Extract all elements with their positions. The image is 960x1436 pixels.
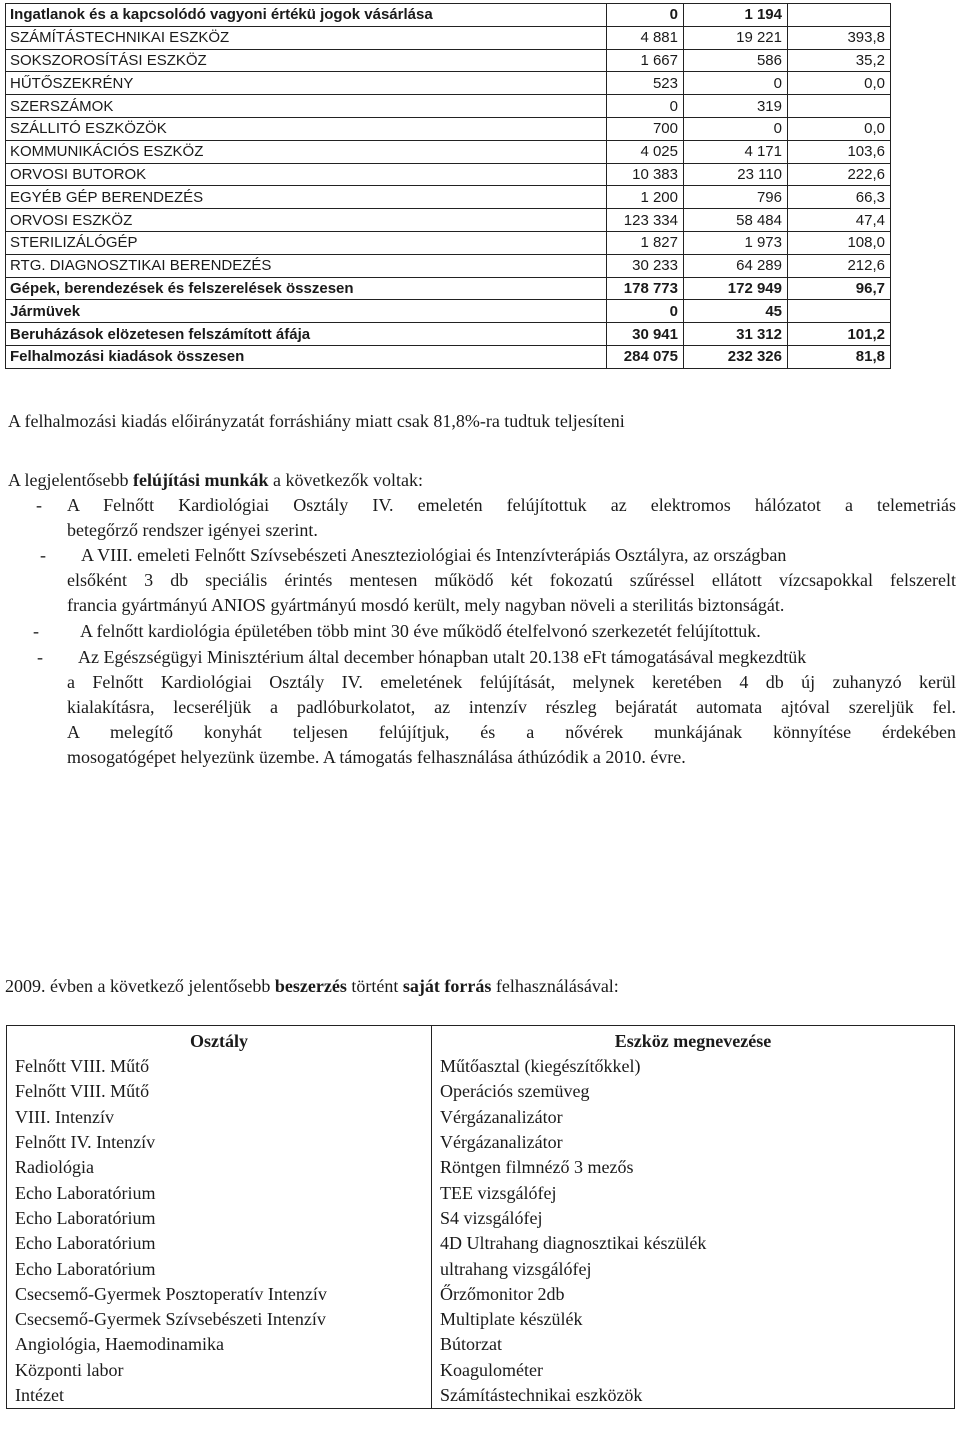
table-row (6, 140, 891, 163)
proc-bold-b: saját forrás (402, 976, 492, 996)
equipment-cell: TEE vizsgálófej (432, 1180, 955, 1205)
row-value-v2: 31 312 (684, 323, 788, 346)
row-value-v3 (788, 95, 891, 118)
row-value-v2: 58 484 (684, 209, 788, 232)
row-value-v2: 796 (684, 186, 788, 209)
table-row (7, 1256, 955, 1281)
department-cell: Központi labor (7, 1358, 432, 1383)
bullet-2-line-1 (67, 543, 956, 568)
bullet-1-line-1: A Felnőtt Kardiológiai Osztály IV. emeletén felújítottuk az elektromos hálózatot a telemetriás (67, 495, 956, 515)
table-row (7, 1358, 955, 1383)
table-row (6, 49, 891, 72)
row-label: STERILIZÁLÓGÉP (6, 231, 607, 254)
intro-bold: felújítási munkák (132, 470, 269, 490)
row-value-v1: 178 773 (607, 277, 684, 300)
row-value-v3: 393,8 (788, 26, 891, 49)
bullet-2-line-1-text: A VIII. emeleti Felnőtt Szívsebészeti Aneszteziológiai és Intenzívterápiás Osztályra, az országban (81, 545, 787, 565)
row-label: SZERSZÁMOK (6, 95, 607, 118)
department-cell: Csecsemő-Gyermek Posztoperatív Intenzív (7, 1282, 432, 1307)
bullet-4-line-3: kialakításra, lecseréljük a padlóburkolatot, az intenzív részleg bejáratát automata ajtóval szereljük fel. (67, 697, 956, 717)
proc-text-e: felhasználásával: (491, 976, 619, 996)
row-value-v2: 23 110 (684, 163, 788, 186)
bullet-4-line-4: A melegítő konyhát teljesen felújítjuk, és a nővérek munkájának könnyítése érdekében (67, 722, 956, 742)
row-value-v1: 30 941 (607, 323, 684, 346)
row-value-v1: 1 200 (607, 186, 684, 209)
row-value-v2: 4 171 (684, 140, 788, 163)
table-row (6, 4, 891, 27)
table-row (6, 26, 891, 49)
equipment-cell: Operációs szemüveg (432, 1079, 955, 1104)
row-value-v3: 96,7 (788, 277, 891, 300)
table-row (7, 1307, 955, 1332)
department-cell: Angiológia, Haemodinamika (7, 1332, 432, 1357)
row-value-v1: 30 233 (607, 254, 684, 277)
row-value-v3: 108,0 (788, 231, 891, 254)
department-cell: Csecsemő-Gyermek Szívsebészeti Intenzív (7, 1307, 432, 1332)
row-label: HŰTŐSZEKRÉNY (6, 72, 607, 95)
equipment-cell: Őrzőmonitor 2db (432, 1282, 955, 1307)
row-value-v1: 4 881 (607, 26, 684, 49)
row-label: Jármüvek (6, 300, 607, 323)
row-value-v3: 35,2 (788, 49, 891, 72)
row-value-v2: 319 (684, 95, 788, 118)
row-value-v1: 700 (607, 117, 684, 140)
row-value-v1: 123 334 (607, 209, 684, 232)
table-row (7, 1054, 955, 1079)
table-row (6, 300, 891, 323)
department-cell: Felnőtt VIII. Műtő (7, 1079, 432, 1104)
row-value-v1: 10 383 (607, 163, 684, 186)
row-value-v2: 172 949 (684, 277, 788, 300)
bullet-dash-4: - (37, 647, 43, 667)
bullet-1-line-2: betegőrző rendszer igényei szerint. (67, 520, 318, 540)
equipment-table (6, 1025, 955, 1409)
department-cell: Echo Laboratórium (7, 1206, 432, 1231)
row-value-v1: 1 827 (607, 231, 684, 254)
table-row (7, 1206, 955, 1231)
intro-text: A legjelentősebb (8, 470, 133, 490)
bullet-4-line-2: a Felnőtt Kardiológiai Osztály IV. emeletének felújítását, melynek keretében 4 db új zuhanyzó kerül (67, 672, 956, 692)
bullet-dash-1: - (36, 495, 42, 515)
table-row (6, 277, 891, 300)
row-value-v2: 19 221 (684, 26, 788, 49)
table-row (7, 1105, 955, 1130)
row-label: ORVOSI ESZKÖZ (6, 209, 607, 232)
bullet-4-line-5: mosogatógépet helyezünk üzembe. A támogatás felhasználása áthúzódik a 2010. évre. (67, 747, 686, 767)
department-cell: Felnőtt IV. Intenzív (7, 1130, 432, 1155)
row-value-v2: 232 326 (684, 345, 788, 368)
row-value-v3: 212,6 (788, 254, 891, 277)
row-value-v1: 4 025 (607, 140, 684, 163)
equipment-cell: Számítástechnikai eszközök (432, 1383, 955, 1409)
department-cell: Intézet (7, 1383, 432, 1409)
row-value-v1: 0 (607, 300, 684, 323)
row-value-v3: 0,0 (788, 117, 891, 140)
row-label: RTG. DIAGNOSZTIKAI BERENDEZÉS (6, 254, 607, 277)
row-value-v3: 101,2 (788, 323, 891, 346)
equipment-table-header (7, 1026, 955, 1055)
table-row (7, 1332, 955, 1357)
table-row (6, 95, 891, 118)
row-value-v1: 1 667 (607, 49, 684, 72)
equipment-cell: Műtőasztal (kiegészítőkkel) (432, 1054, 955, 1079)
table-row (6, 209, 891, 232)
table-row (6, 117, 891, 140)
department-cell: Radiológia (7, 1155, 432, 1180)
table-row (7, 1155, 955, 1180)
table-row (6, 231, 891, 254)
row-label: Felhalmozási kiadások összesen (6, 345, 607, 368)
row-label: Gépek, berendezések és felszerelések összesen (6, 277, 607, 300)
row-value-v3: 66,3 (788, 186, 891, 209)
table-row (6, 254, 891, 277)
bullet-4-line-1: Az Egészségügyi Minisztérium által december hónapban utalt 20.138 eFt támogatásával megkezdtük (78, 647, 807, 667)
table-row (7, 1282, 955, 1307)
row-label: Ingatlanok és a kapcsolódó vagyoni értékü jogok vásárlása (6, 4, 607, 27)
bullet-2-line-3: francia gyártmányú ANIOS gyártmányú mosdó került, mely nagyban növeli a sterilitás biztonságát. (67, 595, 785, 615)
row-label: ORVOSI BUTOROK (6, 163, 607, 186)
header-department: Osztály (7, 1026, 432, 1055)
paragraph-renovations-intro (8, 468, 958, 493)
row-label: SOKSZOROSÍTÁSI ESZKÖZ (6, 49, 607, 72)
equipment-cell: Röntgen filmnéző 3 mezős (432, 1155, 955, 1180)
row-value-v2: 0 (684, 117, 788, 140)
table-row (6, 323, 891, 346)
equipment-cell: Vérgázanalizátor (432, 1105, 955, 1130)
table-row (6, 72, 891, 95)
equipment-cell: Multiplate készülék (432, 1307, 955, 1332)
equipment-cell: ultrahang vizsgálófej (432, 1256, 955, 1281)
bullet-dash-2: - (40, 545, 46, 565)
row-value-v1: 0 (607, 4, 684, 27)
bullet-dash-3: - (33, 621, 39, 641)
row-value-v3: 47,4 (788, 209, 891, 232)
row-value-v3: 81,8 (788, 345, 891, 368)
row-label: SZÁMÍTÁSTECHNIKAI ESZKÖZ (6, 26, 607, 49)
table-row (7, 1180, 955, 1205)
equipment-cell: Bútorzat (432, 1332, 955, 1357)
expenditure-table (5, 3, 891, 369)
header-equipment: Eszköz megnevezése (432, 1026, 955, 1055)
row-value-v2: 0 (684, 72, 788, 95)
row-value-v3: 103,6 (788, 140, 891, 163)
bullet-2-line-2: elsőként 3 db speciális érintés mentesen működő két fokozatú szűréssel ellátott vízcsapokkal felszerelt (67, 570, 956, 590)
row-label: KOMMUNIKÁCIÓS ESZKÖZ (6, 140, 607, 163)
table-row (7, 1383, 955, 1409)
department-cell: Felnőtt VIII. Műtő (7, 1054, 432, 1079)
table-row (6, 186, 891, 209)
row-value-v1: 0 (607, 95, 684, 118)
row-value-v3: 222,6 (788, 163, 891, 186)
row-value-v3 (788, 4, 891, 27)
department-cell: VIII. Intenzív (7, 1105, 432, 1130)
table-row (7, 1130, 955, 1155)
proc-text-a: 2009. évben a következő jelentősebb (5, 976, 275, 996)
equipment-cell: Vérgázanalizátor (432, 1130, 955, 1155)
proc-text-c: történt (346, 976, 403, 996)
table-row (6, 163, 891, 186)
table-row (7, 1231, 955, 1256)
proc-bold-a: beszerzés (274, 976, 347, 996)
row-value-v2: 64 289 (684, 254, 788, 277)
row-label: Beruházások elözetesen felszámított áfája (6, 323, 607, 346)
row-value-v3 (788, 300, 891, 323)
equipment-cell: 4D Ultrahang diagnosztikai készülék (432, 1231, 955, 1256)
row-label: EGYÉB GÉP BERENDEZÉS (6, 186, 607, 209)
row-value-v1: 523 (607, 72, 684, 95)
bullet-3-line-1: A felnőtt kardiológia épületében több mint 30 éve működő ételfelvonó szerkezetét felújítottuk. (80, 621, 761, 641)
equipment-cell: Koagulométer (432, 1358, 955, 1383)
row-value-v2: 1 973 (684, 231, 788, 254)
department-cell: Echo Laboratórium (7, 1256, 432, 1281)
row-value-v2: 1 194 (684, 4, 788, 27)
intro-text-end: a következők voltak: (268, 470, 423, 490)
paragraph-procurement-intro (5, 974, 955, 999)
department-cell: Echo Laboratórium (7, 1180, 432, 1205)
row-value-v1: 284 075 (607, 345, 684, 368)
paragraph-fulfilment: A felhalmozási kiadás előirányzatát forráshiány miatt csak 81,8%-ra tudtuk teljesíteni (8, 411, 625, 431)
table-row (6, 345, 891, 368)
row-label: SZÁLLITÓ ESZKÖZÖK (6, 117, 607, 140)
department-cell: Echo Laboratórium (7, 1231, 432, 1256)
row-value-v3: 0,0 (788, 72, 891, 95)
equipment-cell: S4 vizsgálófej (432, 1206, 955, 1231)
table-row (7, 1079, 955, 1104)
row-value-v2: 45 (684, 300, 788, 323)
row-value-v2: 586 (684, 49, 788, 72)
